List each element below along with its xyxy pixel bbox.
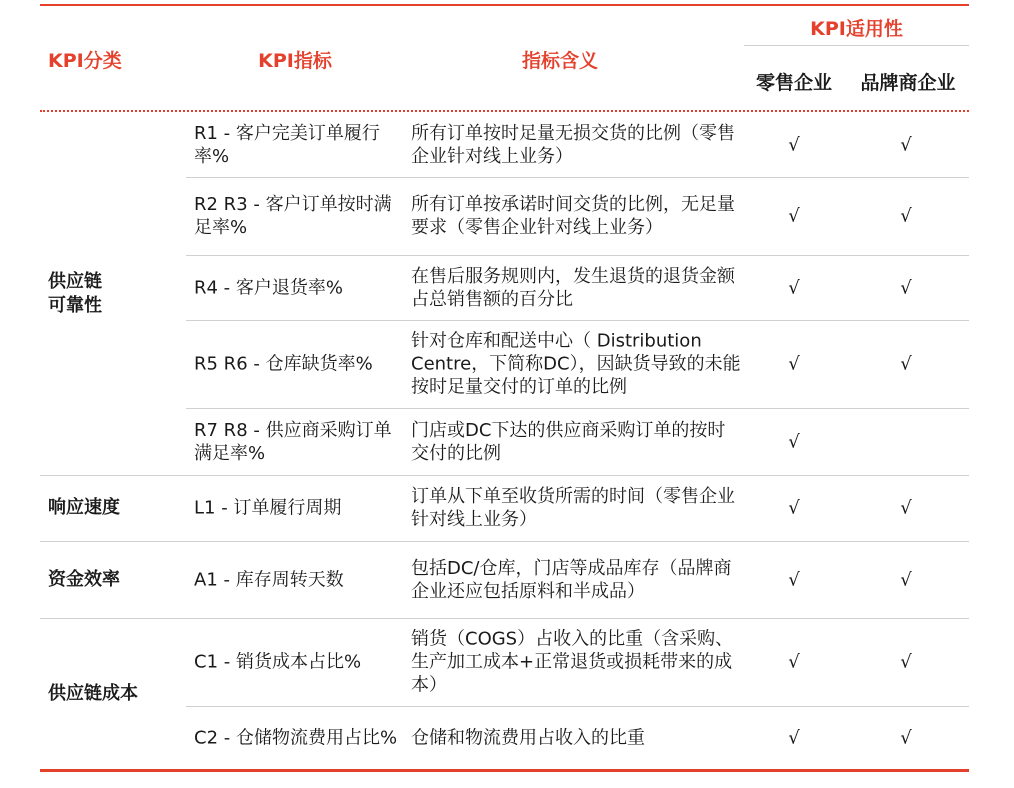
row-divider <box>40 475 969 476</box>
brand-check-mark: √ <box>900 134 912 155</box>
row-divider <box>186 177 969 178</box>
brand-check-mark: √ <box>900 353 912 375</box>
brand-check-mark: √ <box>900 205 912 227</box>
kpi-description: 门店或DC下达的供应商采购订单的按时交付的比例 <box>411 419 726 464</box>
category-label: 响应速度 <box>48 497 120 518</box>
row-divider <box>186 706 969 707</box>
bottom-rule <box>40 769 969 772</box>
header-divider <box>40 110 969 112</box>
kpi-indicator: A1 - 库存周转天数 <box>194 569 344 590</box>
category-cell <box>48 496 178 520</box>
header-brand: 品牌商企业 <box>860 72 956 94</box>
kpi-description: 包括DC/仓库，门店等成品库存（品牌商企业还应包括原料和半成品） <box>411 557 732 602</box>
kpi-description: 订单从下单至收货所需的时间（零售企业针对线上业务） <box>411 486 735 530</box>
category-cell <box>48 270 178 318</box>
retail-check-mark: √ <box>788 569 800 590</box>
category-cell <box>48 682 178 706</box>
retail-check-mark: √ <box>788 277 800 298</box>
kpi-description: 在售后服务规则内，发生退货的退货金额占总销售额的百分比 <box>411 265 735 310</box>
kpi-indicator: R2 R3 - 客户订单按时满足率% <box>194 194 392 238</box>
retail-check-mark: √ <box>788 134 800 155</box>
retail-check-mark: √ <box>788 651 800 673</box>
row-divider <box>40 541 969 542</box>
header-applicability: KPI适用性 <box>810 18 903 40</box>
header-indicator: KPI指标 <box>258 50 332 72</box>
category-label: 资金效率 <box>48 568 120 590</box>
brand-check-mark: √ <box>900 497 912 519</box>
kpi-description: 针对仓库和配送中心（ Distribution Centre，下简称DC），因缺货导致的未能按时足量交付的订单的比例 <box>411 330 741 398</box>
kpi-indicator: C1 - 销货成本占比% <box>194 651 362 673</box>
kpi-indicator: R1 - 客户完美订单履行率% <box>194 122 380 167</box>
kpi-indicator: C2 - 仓储物流费用占比% <box>194 727 398 748</box>
retail-check-mark: √ <box>788 353 800 375</box>
brand-check-mark: √ <box>900 651 912 673</box>
header-retail: 零售企业 <box>755 72 832 94</box>
kpi-description: 销货（COGS）占收入的比重（含采购、生产加工成本+正常退货或损耗带来的成本） <box>411 628 734 696</box>
kpi-indicator: R7 R8 - 供应商采购订单满足率% <box>194 419 392 464</box>
retail-check-mark: √ <box>788 205 800 227</box>
retail-check-mark: √ <box>788 497 800 519</box>
category-cell <box>48 568 178 592</box>
brand-check-mark: √ <box>900 569 912 590</box>
header-meaning: 指标含义 <box>521 50 598 72</box>
kpi-description: 所有订单按承诺时间交货的比例，无足量要求（零售企业针对线上业务） <box>411 194 735 238</box>
kpi-indicator: R5 R6 - 仓库缺货率% <box>194 353 373 375</box>
kpi-indicator: R4 - 客户退货率% <box>194 277 344 298</box>
brand-check-mark: √ <box>900 277 912 298</box>
category-label: 供应链 <box>48 270 102 292</box>
top-rule <box>40 4 969 6</box>
row-divider <box>40 618 969 619</box>
retail-check-mark: √ <box>788 727 800 748</box>
kpi-description: 所有订单按时足量无损交货的比例（零售企业针对线上业务） <box>411 122 735 167</box>
kpi-description: 仓储和物流费用占收入的比重 <box>411 727 645 748</box>
applicability-divider <box>744 45 969 46</box>
row-divider <box>186 408 969 409</box>
kpi-indicator: L1 - 订单履行周期 <box>194 497 342 519</box>
category-label: 可靠性 <box>48 294 102 316</box>
header-category: KPI分类 <box>48 50 122 72</box>
brand-check-mark: √ <box>900 727 912 748</box>
retail-check-mark: √ <box>788 431 800 452</box>
row-divider <box>186 320 969 321</box>
row-divider <box>186 255 969 256</box>
category-label: 供应链成本 <box>48 682 138 704</box>
